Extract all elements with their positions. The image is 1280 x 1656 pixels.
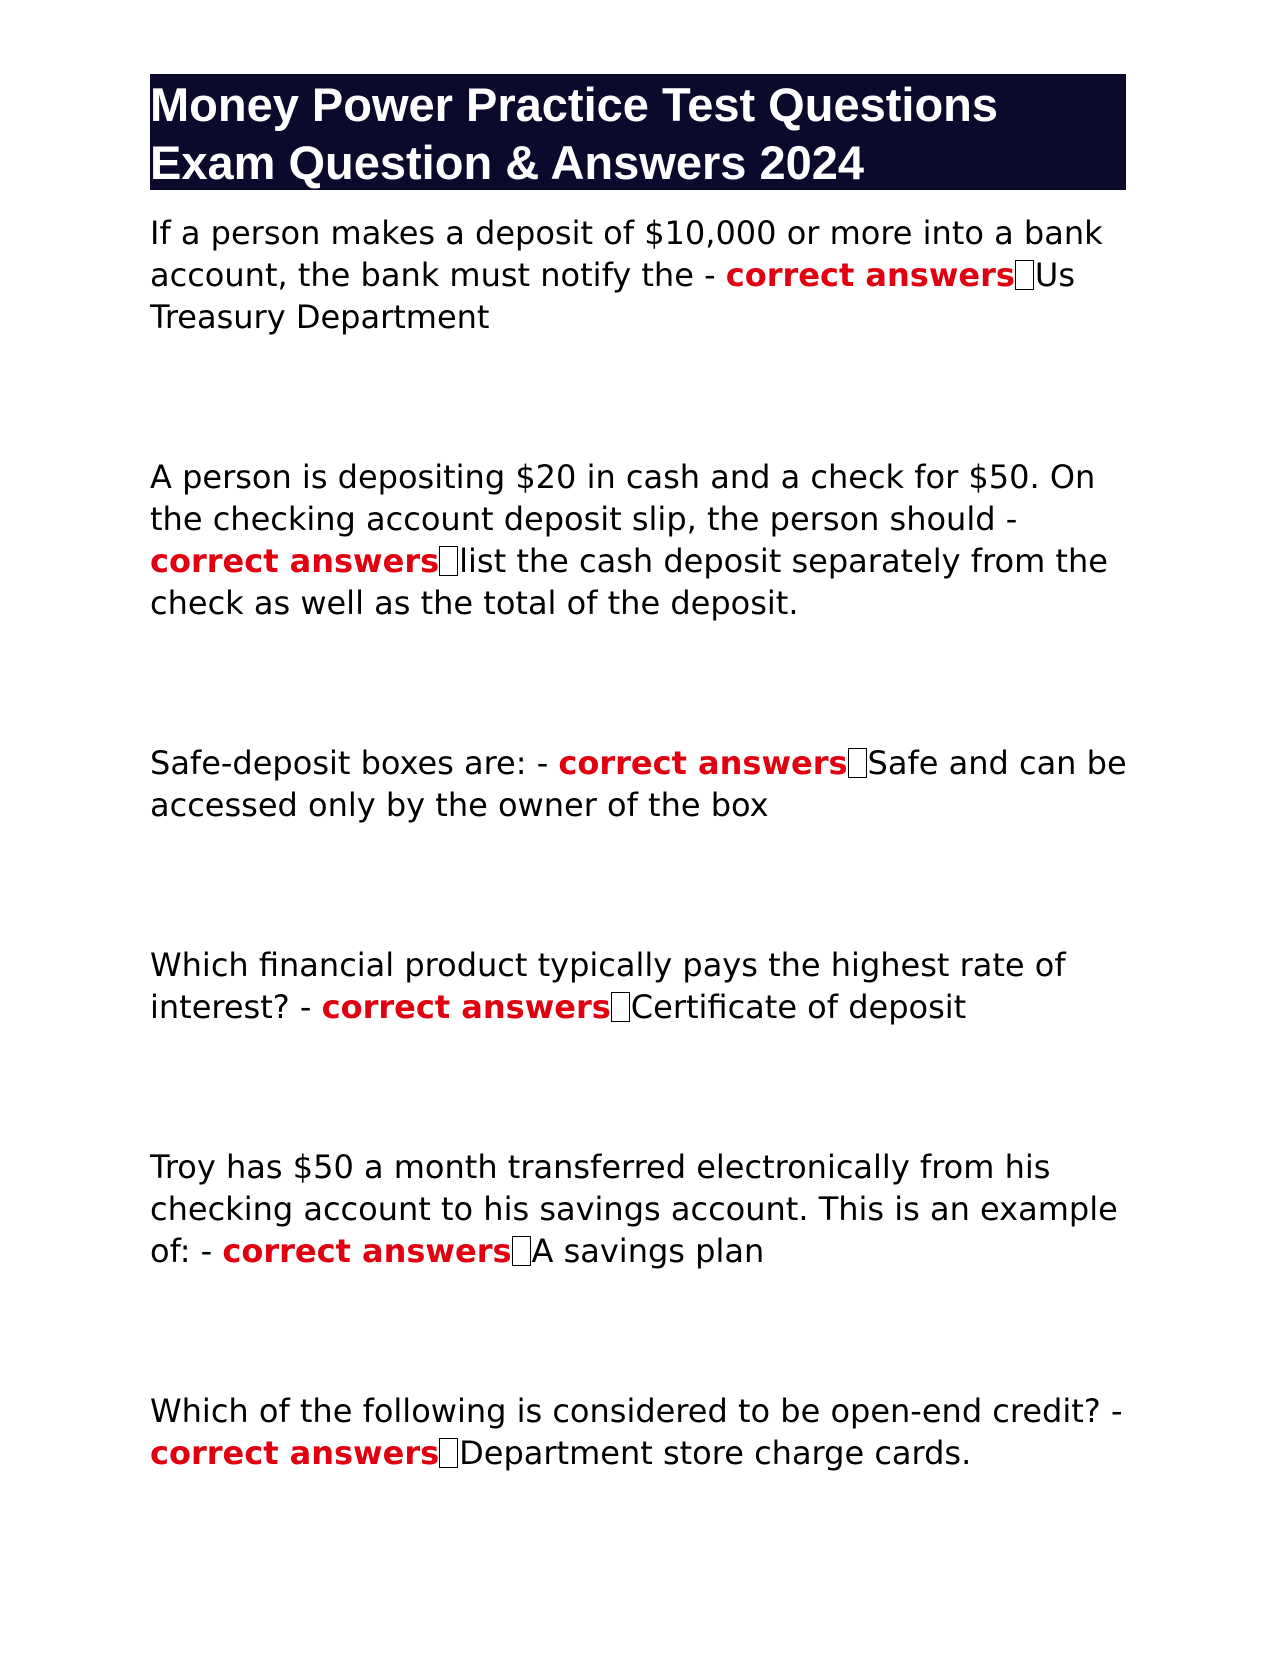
- qa-item-4: [150, 944, 1140, 1028]
- title-line-1: Money Power Practice Test Questions: [150, 78, 998, 131]
- qa-item-6: [150, 1390, 1140, 1474]
- missing-glyph-icon: [439, 546, 458, 576]
- missing-glyph-icon: [848, 748, 867, 778]
- answer-marker: correct answers: [321, 988, 611, 1026]
- qa-list: [150, 212, 1140, 1592]
- question-text: Troy has $50 a month transferred electronically from his checking account to his savings account. This is an example of: -: [150, 1148, 1118, 1270]
- question-text: If a person makes a deposit of $10,000 or more into a bank account, the bank must notify the -: [150, 214, 1103, 294]
- missing-glyph-icon: [611, 992, 630, 1022]
- answer-marker: correct answers: [222, 1232, 512, 1270]
- missing-glyph-icon: [439, 1438, 458, 1468]
- missing-glyph-icon: [1015, 260, 1034, 290]
- title-line-2: Exam Question & Answers 2024: [150, 136, 864, 189]
- answer-marker: correct answers: [725, 256, 1015, 294]
- answer-text: Certificate of deposit: [630, 988, 967, 1026]
- qa-item-5: [150, 1146, 1140, 1272]
- question-text: A person is depositing $20 in cash and a check for $50. On the checking account deposit slip, the person should -: [150, 458, 1096, 538]
- question-text: Which financial product typically pays the highest rate of interest? -: [150, 946, 1066, 1026]
- qa-item-1: [150, 212, 1140, 338]
- qa-item-3: [150, 742, 1140, 826]
- question-text: Safe-deposit boxes are: -: [150, 744, 559, 782]
- answer-marker: correct answers: [558, 744, 848, 782]
- qa-item-2: [150, 456, 1140, 624]
- answer-marker: correct answers: [150, 1434, 440, 1472]
- answer-text: A savings plan: [531, 1232, 765, 1270]
- missing-glyph-icon: [512, 1236, 531, 1266]
- answer-text: Us Treasury Department: [150, 256, 1076, 336]
- answer-text: Safe and can be accessed only by the owner of the box: [150, 744, 1127, 824]
- question-text: Which of the following is considered to be open-end credit? -: [150, 1392, 1123, 1430]
- answer-text: list the cash deposit separately from the check as well as the total of the deposit.: [150, 542, 1108, 622]
- title-banner: [150, 74, 1126, 190]
- answer-marker: correct answers: [150, 542, 440, 580]
- answer-text: Department store charge cards.: [459, 1434, 972, 1472]
